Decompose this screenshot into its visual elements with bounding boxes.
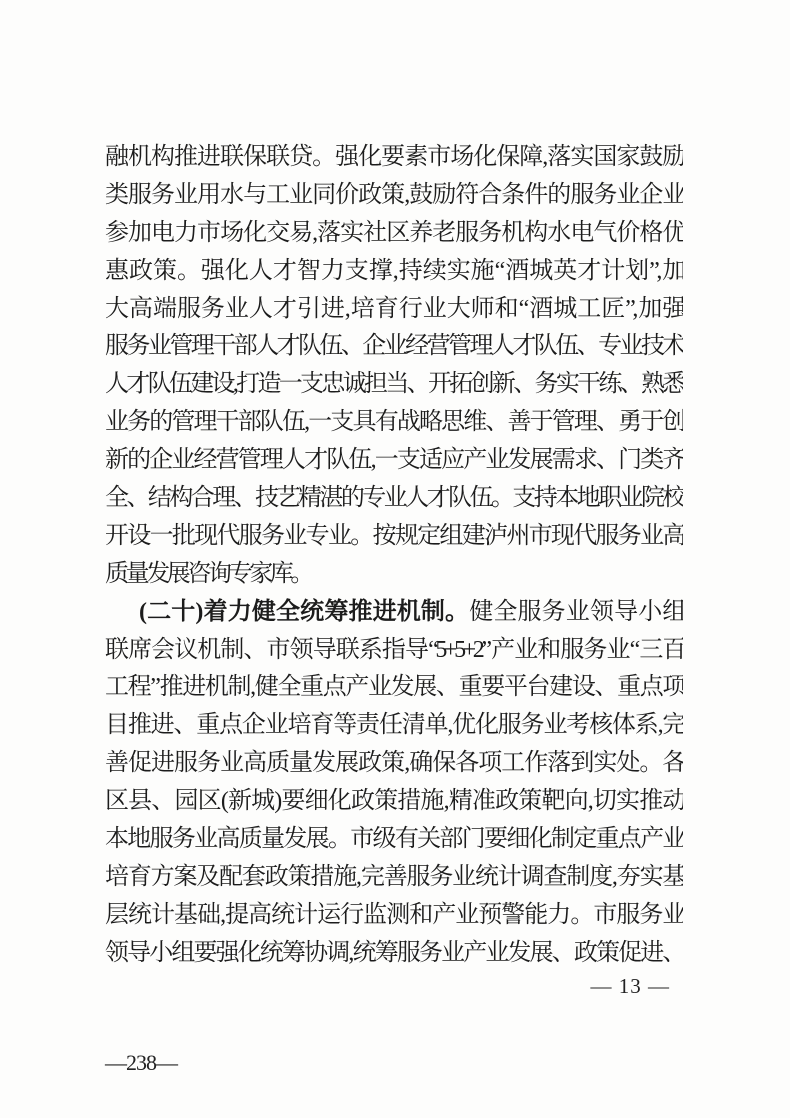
text-line: 大高端服务业人才引进,培育行业大师和“酒城工匠”,加强 [105, 295, 683, 322]
text-line: 目推进、重点企业培育等责任清单,优化服务业考核体系,完 [105, 712, 683, 739]
text-line: 融机构推进联保联贷。强化要素市场化保障,落实国家鼓励 [105, 144, 683, 170]
text-line: 业务的管理干部队伍,一支具有战略思维、善于管理、勇于创 [105, 409, 683, 436]
text-line: 培育方案及配套政策措施,完善服务业统计调查制度,夯实基 [105, 863, 683, 890]
text-line: 联席会议机制、市领导联系指导“5+5+2”产业和服务业“三百 [105, 636, 683, 663]
text-line: 层统计基础,提高统计运行监测和产业预警能力。市服务业 [105, 901, 683, 928]
text-line: 善促进服务业高质量发展政策,确保各项工作落到实处。各 [105, 750, 683, 777]
page-number: — 13 — [590, 974, 670, 998]
text-line: 开设一批现代服务业专业。按规定组建泸州市现代服务业高 [105, 522, 683, 549]
text-line: 新的企业经营管理人才队伍,一支适应产业发展需求、门类齐 [105, 447, 683, 474]
section-heading-rest: 健全服务业领导小组 [469, 598, 683, 625]
section-heading: (二十)着力健全统筹推进机制。 [139, 598, 470, 625]
text-line: 本地服务业高质量发展。市级有关部门要细化制定重点产业 [105, 826, 683, 853]
text-line: 服务业管理干部人才队伍、企业经营管理人才队伍、专业技术 [105, 333, 683, 360]
book-page-number: —238— [105, 1050, 177, 1075]
body-text [105, 139, 683, 973]
paragraph-last-line: 质量发展咨询专家库。 [105, 560, 311, 587]
text-line: 人才队伍建设,打造一支忠诚担当、开拓创新、务实干练、熟悉 [105, 371, 683, 398]
text-line: 参加电力市场化交易,落实社区养老服务机构水电气价格优 [105, 219, 683, 246]
text-line: 领导小组要强化统筹协调,统筹服务业产业发展、政策促进、 [105, 939, 683, 966]
text-line: 区县、园区(新城)要细化政策措施,精准政策靶向,切实推动 [105, 788, 683, 815]
text-line: 惠政策。强化人才智力支撑,持续实施“酒城英才计划”,加 [105, 257, 683, 284]
section-first-line [105, 594, 683, 632]
text-line: 类服务业用水与工业同价政策,鼓励符合条件的服务业企业 [105, 181, 683, 208]
text-line: 工程”推进机制,健全重点产业发展、重要平台建设、重点项 [105, 674, 683, 701]
text-line: 全、结构合理、技艺精湛的专业人才队伍。支持本地职业院校 [105, 485, 683, 512]
